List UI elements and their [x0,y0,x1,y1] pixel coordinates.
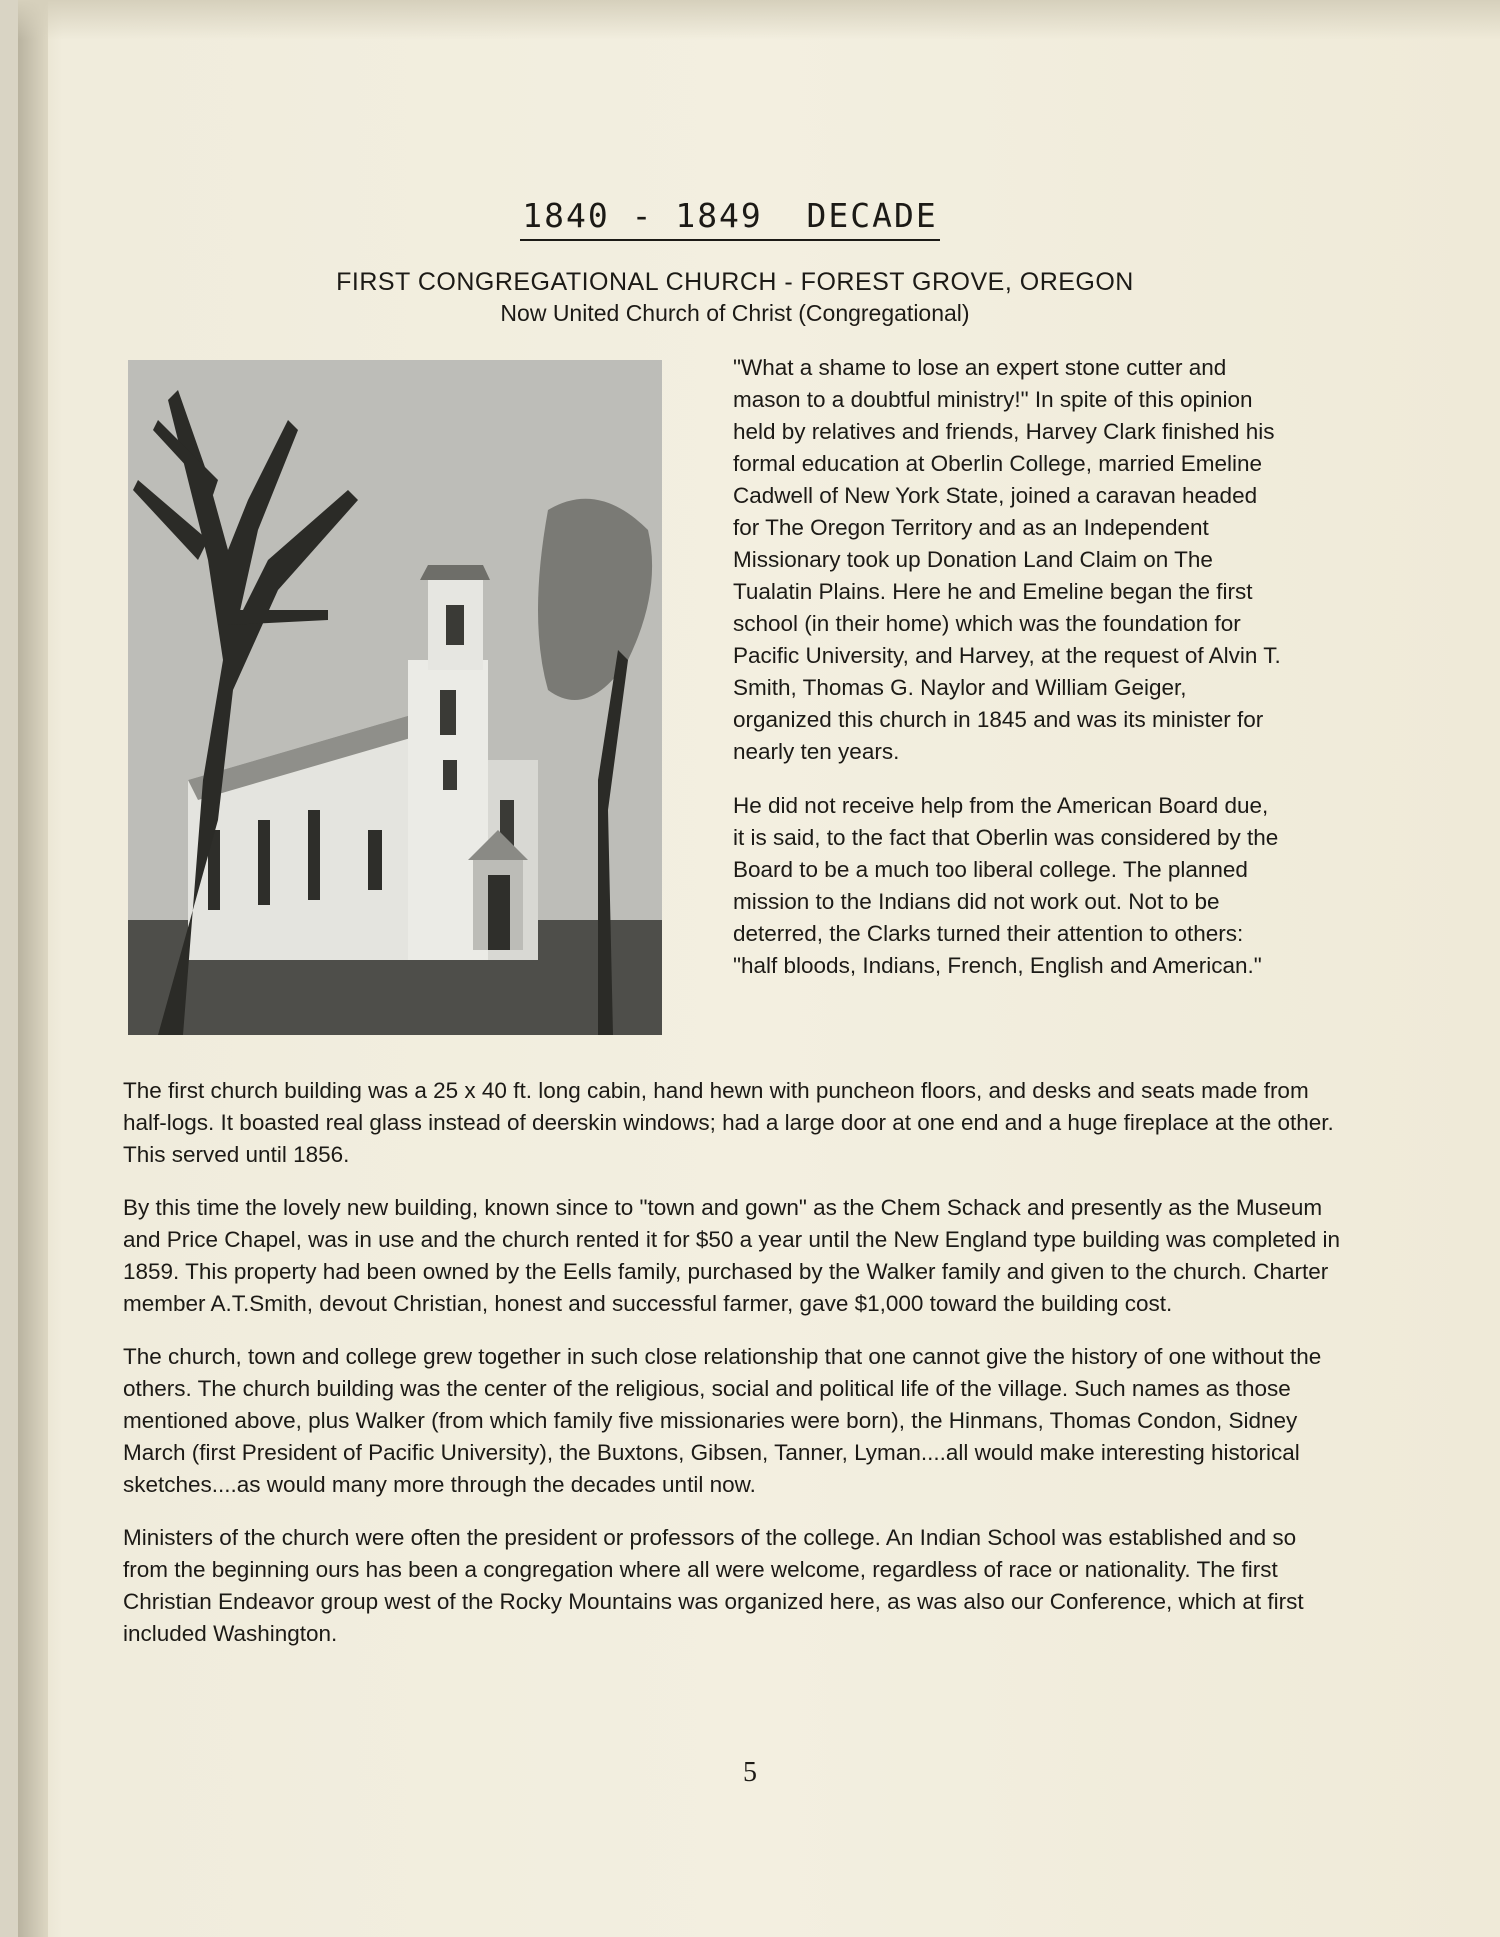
page-number: 5 [743,1757,757,1788]
page-top-shadow [18,0,1500,40]
intro-paragraph-1: "What a shame to lose an expert stone cutter and mason to a doubtful ministry!" In spite of this opinion held by relatives and friends, Harvey Clark finished his formal education at Oberlin College, married Emeline Cadwell of New York State, joined a caravan headed for The Oregon Territory and as an Independent Missionary took up Donation Land Claim on The Tualatin Plains. Here he and Emeline began the first school (in their home) which was the foundation for Pacific University, and Harvey, at the request of Alvin T. Smith, Thomas G. Naylor and William Geiger, organized this church in 1845 and was its minister for nearly ten years. [733,355,1281,764]
church-subtitle: Now United Church of Christ (Congregational) [500,300,970,326]
page-title: 1840 - 1849 DECADE [520,196,940,241]
page-gutter [18,0,48,1937]
church-illustration [128,360,662,1035]
body-text [123,1075,1345,1671]
intro-paragraph-2: He did not receive help from the American Board due, it is said, to the fact that Oberlin was considered by the Board to be a much too liberal college. The planned mission to the Indians did not work out. Not to be deterred, the Clarks turned their attention to others: "half bloods, Indians, French, English and American." [733,793,1279,978]
church-photo [128,360,662,1035]
body-paragraph-3: The church, town and college grew together in such close relationship that one cannot give the history of one without the others. The church building was the center of the religious, social and political life of the village. Such names as those mentioned above, plus Walker (from which family five missionaries were born), the Hinmans, Thomas Condon, Sidney March (first President of Pacific University), the Buxtons, Gibsen, Tanner, Lyman....all would make interesting historical sketches....as would many more through the decades until now. [123,1344,1322,1497]
body-paragraph-4: Ministers of the church were often the president or professors of the college. An Indian School was established and so from the beginning ours has been a congregation where all were welcome, regardless of race or nationality. The first Christian Endeavor group west of the Rocky Mountains was organized here, as was also our Conference, which at first included Washington. [123,1525,1304,1646]
body-paragraph-1: The first church building was a 25 x 40 ft. long cabin, hand hewn with puncheon floors, and desks and seats made from half-logs. It boasted real glass instead of deerskin windows; had a large door at one end and a huge fireplace at the other. This served until 1856. [123,1078,1334,1167]
church-name: FIRST CONGREGATIONAL CHURCH - FOREST GROVE, OREGON [336,268,1134,296]
body-paragraph-2: By this time the lovely new building, known since to "town and gown" as the Chem Schack and presently as the Museum and Price Chapel, was in use and the church rented it for $50 a year until the New England type building was completed in 1859. This property had been owned by the Eells family, purchased by the Walker family and given to the church. Charter member A.T.Smith, devout Christian, honest and successful farmer, gave $1,000 toward the building cost. [123,1195,1340,1316]
intro-column [733,352,1285,1004]
